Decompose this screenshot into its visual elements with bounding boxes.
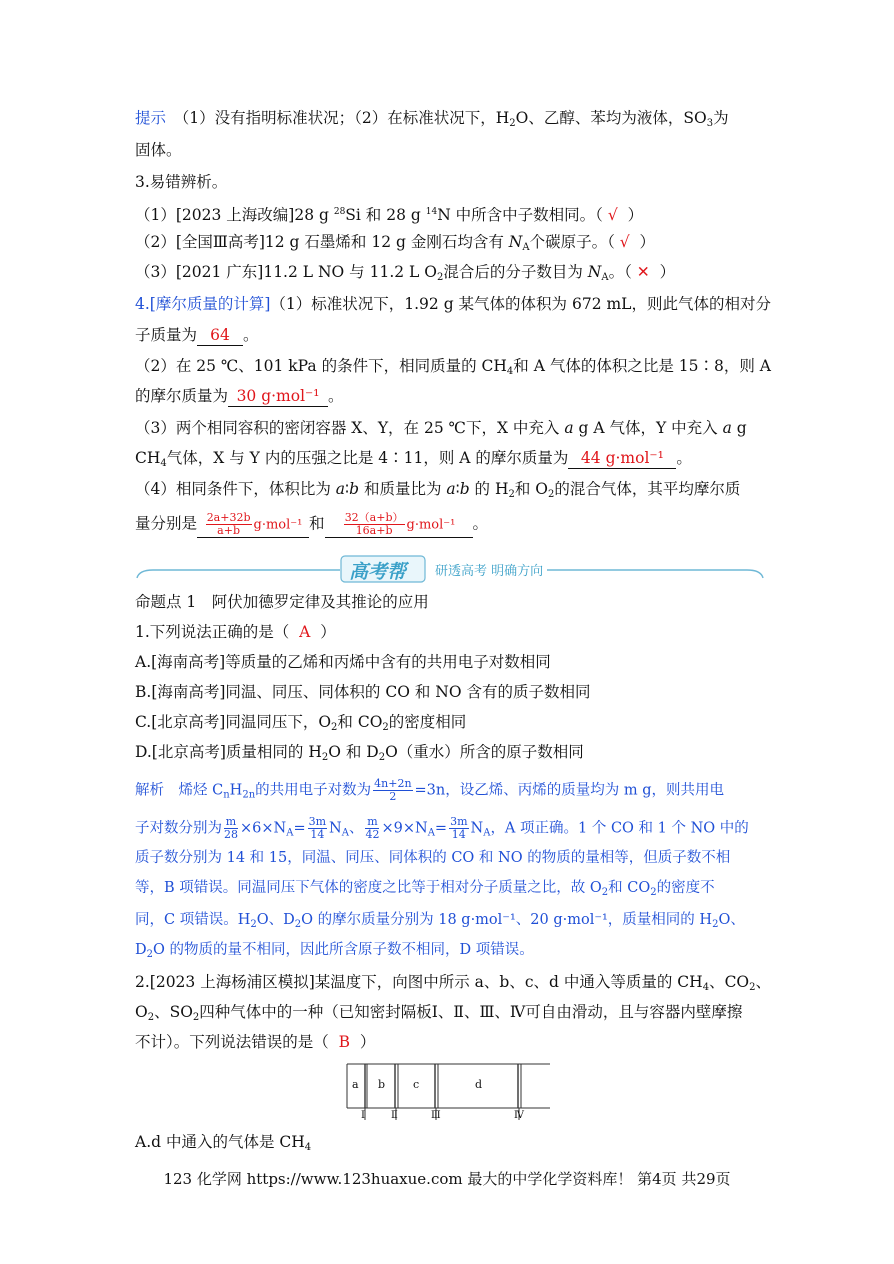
answer-choice: B xyxy=(338,1033,351,1051)
answer-mark: ✕ xyxy=(636,263,650,281)
analysis-line-2: 子对数分别为 $\frac{m}{28}$ $\times 6\times N_A=$ $\frac{3m}{14}$ $N_A$、 $\frac{m}{42}$ $\times 9\times N_A=$ $\frac{3m}{14}$ $N_A$，A 项正确。1 个 CO 和 1 个 NO 中的 xyxy=(135,815,749,841)
analysis-line-3: 质子数分别为 14 和 15，同温、同压、同体积的 CO 和 NO 的物质的量相等，但质子数不相 xyxy=(135,850,731,866)
analysis-line-1: 解析 烯烃 $C_nH_{2n}$的共用电子对数为 $\frac{4n+2n}{2}$ =3n，设乙烯、丙烯的质量均为 m g，则共用电 xyxy=(135,777,724,803)
plate-4-label: Ⅳ xyxy=(514,1110,524,1121)
hint-line-2: 固体。 xyxy=(135,141,182,159)
analysis-line-5: 同，C 项错误。$H_2O$、$D_2O$ 的摩尔质量分别为 18 g·mol⁻¹、20 g·mol⁻¹，质量相同的 $H_2O$、 xyxy=(135,912,745,930)
answer-blank: $\frac{32(a+b)}{16a+b}$ g·mol⁻¹ xyxy=(325,512,473,538)
analysis-line-4: 等，B 项错误。同温同压下气体的密度之比等于相对分子质量之比，故 $O_2$和 $CO_2$的密度不 xyxy=(135,880,715,898)
cell-c: c xyxy=(413,1078,420,1091)
s4-q2-line2: 的摩尔质量为 30 g·mol⁻¹ 。 xyxy=(135,387,344,405)
answer-blank: 64 xyxy=(197,325,243,346)
cell-a: a xyxy=(352,1078,359,1091)
answer-blank: 30 g·mol⁻¹ xyxy=(228,386,328,407)
plate-1-label: Ⅰ xyxy=(361,1110,365,1121)
answer-mark: √ xyxy=(619,233,630,251)
section-3-title: 3.易错辨析。 xyxy=(135,173,228,191)
s4-q4-line2: 量分别是 $\frac{2a+32b}{a+b}$ g·mol⁻¹ 和 $\frac{32(a+b)}{16a+b}$ g·mol⁻¹ 。 xyxy=(135,511,489,537)
q1-option-c: C.[北京高考]同温同压下，$O_2$和 $CO_2$的密度相同 xyxy=(135,713,467,733)
q1-option-b: B.[海南高考]同温、同压、同体积的 CO 和 NO 含有的质子数相同 xyxy=(135,683,591,701)
answer-choice: A xyxy=(299,623,311,641)
page-footer: 123 化学网 https://www.123huaxue.com 最大的中学化学资料库！ 第4页 共29页 xyxy=(163,1170,731,1188)
s3-item-3: （3）[2021 广东]11.2 L NO 与 11.2 L $O_2$混合后的分子数目为 $N_A$。（ ✕ ） xyxy=(135,263,676,283)
answer-blank: 44 g·mol⁻¹ xyxy=(568,448,676,469)
plate-2-label: Ⅱ xyxy=(391,1110,398,1121)
answer-blank: $\frac{2a+32b}{a+b}$ g·mol⁻¹ xyxy=(197,512,309,538)
topic-heading: 命题点 1 阿伏加德罗定律及其推论的应用 xyxy=(135,593,429,611)
cell-d: d xyxy=(475,1078,483,1091)
s4-q1-line1: 4.[摩尔质量的计算]（1）标准状况下，1.92 g 某气体的体积为 672 mL，则此气体的相对分 xyxy=(135,295,771,313)
q2-line-2: $O_2$、$SO_2$四种气体中的一种（已知密封隔板Ⅰ、Ⅱ、Ⅲ、Ⅳ可自由滑动，且与容器内壁摩擦 xyxy=(135,1003,743,1023)
cell-b: b xyxy=(378,1078,386,1091)
hint-line-1: 提示 （1）没有指明标准状况；（2）在标准状况下，$H_2O$、乙醇、苯均为液体，$SO_3$为 xyxy=(135,109,729,129)
q1-option-d: D.[北京高考]质量相同的 $H_2O$ 和 $D_2O$（重水）所含的原子数相同 xyxy=(135,743,584,763)
s4-q3-line2: $CH_4$气体，X 与 Y 内的压强之比是 4∶11，则 A 的摩尔质量为 44 g·mol⁻¹ 。 xyxy=(135,449,692,469)
container-diagram xyxy=(345,1062,555,1132)
q2-line-1: 2.[2023 上海杨浦区模拟]某温度下，向图中所示 a、b、c、d 中通入等质量的 $CH_4$、$CO_2$、 xyxy=(135,973,772,993)
banner-slogan: 研透高考 明确方向 xyxy=(431,560,547,579)
s4-q3-line1: （3）两个相同容积的密闭容器 X、Y，在 25 ℃下，X 中充入 a g A 气体，Y 中充入 a g xyxy=(135,419,747,437)
s4-q2-line1: （2）在 25 ℃、101 kPa 的条件下，相同质量的 $CH_4$和 A 气体的体积之比是 15∶8，则 A xyxy=(135,357,771,377)
s3-item-1: （1）[2023 上海改编]28 g $^{28}$Si 和 28 g $^{14}$N 中所含中子数相同。（ √ ） xyxy=(135,206,644,224)
s4-q4-line1: （4）相同条件下，体积比为 a∶b 和质量比为 a∶b 的 $H_2$和 $O_2$的混合气体，其平均摩尔质 xyxy=(135,480,741,500)
q1-option-a: A.[海南高考]等质量的乙烯和丙烯中含有的共用电子对数相同 xyxy=(135,653,551,671)
q2-line-3: 不计）。下列说法错误的是（ B ） xyxy=(135,1033,376,1051)
section-4-tag: 4.[摩尔质量的计算] xyxy=(135,295,271,313)
answer-mark: √ xyxy=(607,206,618,224)
banner-brand: 高考帮 xyxy=(349,561,407,583)
analysis-line-6: $D_2O$ 的物质的量不相同，因此所含原子数不相同，D 项错误。 xyxy=(135,942,534,960)
q2-option-a: A.d 中通入的气体是 $CH_4$ xyxy=(135,1133,312,1153)
analysis-label: 解析 xyxy=(135,782,164,799)
s3-item-2: （2）[全国Ⅲ高考]12 g 石墨烯和 12 g 金刚石均含有 $N_A$个碳原子。（ √ ） xyxy=(135,233,656,253)
q1-stem: 1.下列说法正确的是（ A ） xyxy=(135,623,336,641)
plate-3-label: Ⅲ xyxy=(431,1110,441,1121)
section-banner xyxy=(135,552,765,584)
hint-label: 提示 xyxy=(135,109,167,127)
s4-q1-line2: 子质量为 64 。 xyxy=(135,326,259,344)
